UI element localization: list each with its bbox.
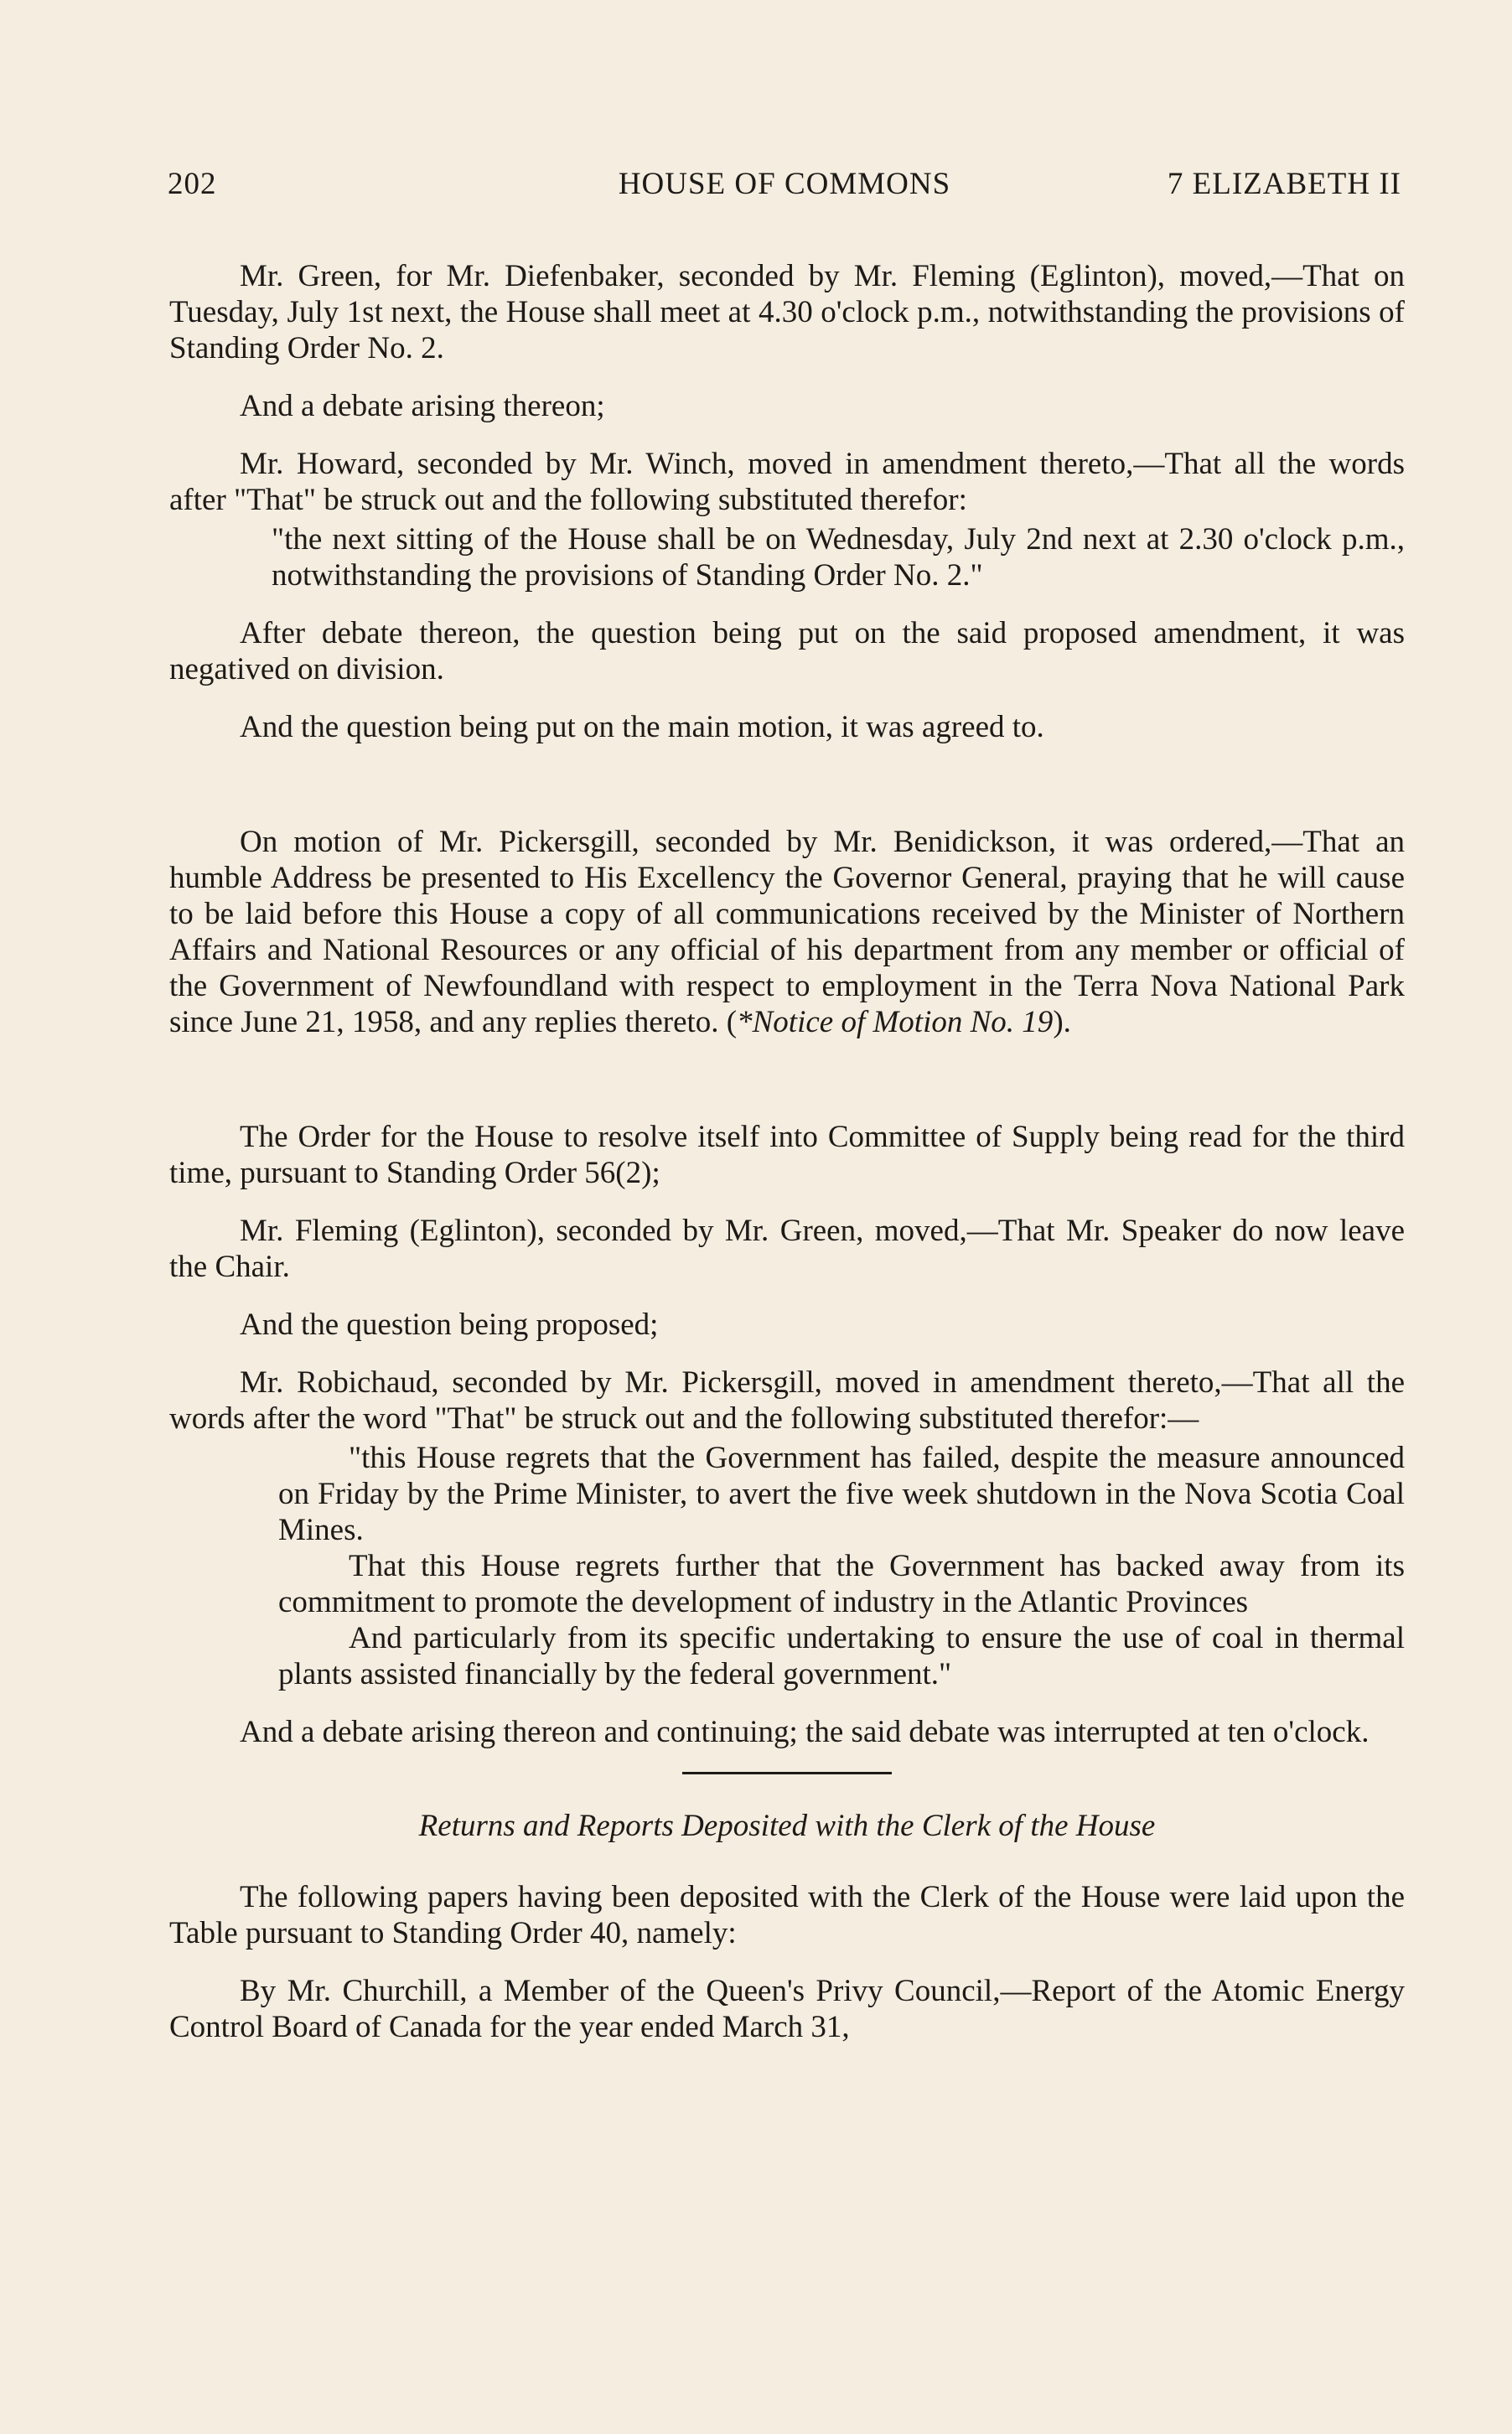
agreed-paragraph: And the question being put on the main motion, it was agreed to. bbox=[240, 710, 1044, 744]
robichaud-amendment-paragraph: Mr. Robichaud, seconded by Mr. Pickersgill, moved in amendment thereto,—That all the words after the word "That" be struck out and the following substituted therefor:— bbox=[169, 1365, 1405, 1436]
section-gap bbox=[169, 1062, 1405, 1119]
question-proposed-paragraph: And the question being proposed; bbox=[240, 1308, 659, 1342]
amendment-quote-part-3: And particularly from its specific undertaking to ensure the use of coal in thermal plants assisted financially by the federal government." bbox=[278, 1621, 1405, 1691]
section-gap bbox=[169, 767, 1405, 824]
journal-body bbox=[169, 258, 1405, 2067]
section-divider bbox=[682, 1772, 892, 1774]
papers-deposited-paragraph: The following papers having been deposited with the Clerk of the House were laid upon the Table pursuant to Standing Order 40, namely: bbox=[169, 1880, 1405, 1950]
address-paragraph bbox=[169, 824, 1405, 1040]
notice-of-motion-note: *Notice of Motion No. 19 bbox=[737, 1005, 1054, 1039]
negatived-paragraph: After debate thereon, the question being put on the said proposed amendment, it was negatived on division. bbox=[169, 616, 1405, 686]
debate-paragraph: And a debate arising thereon; bbox=[240, 389, 605, 423]
running-header bbox=[168, 166, 1401, 213]
regnal-year: 7 ELIZABETH II bbox=[1167, 167, 1401, 201]
page-title: HOUSE OF COMMONS bbox=[618, 167, 951, 201]
note-close: ). bbox=[1053, 1005, 1071, 1039]
address-text: On motion of Mr. Pickersgill, seconded by Mr. Benidickson, it was ordered,—That an humble Address be presented to His Excellency the Governor General, praying that he will cause to be laid before this House a copy of all communications received by the Minister of Northern Affairs and National Resources or any official of his department from any member or official of the Government of Newfoundland with respect to employment in the Terra Nova National Park since June 21, 1958, and any replies thereto. bbox=[169, 825, 1405, 1039]
section-heading: Returns and Reports Deposited with the Clerk of the House bbox=[418, 1809, 1156, 1843]
amendment-quote-part-1: "this House regrets that the Government has failed, despite the measure announced on Friday by the Prime Minister, to avert the five week shutdown in the Nova Scotia Coal Mines. bbox=[278, 1441, 1405, 1547]
amendment-quote: "the next sitting of the House shall be on Wednesday, July 2nd next at 2.30 o'clock p.m., notwithstanding the provisions of Standing Order No. 2." bbox=[272, 522, 1405, 593]
amendment-quote-part-2: That this House regrets further that the Government has backed away from its commitment to promote the development of industry in the Atlantic Provinces bbox=[278, 1549, 1405, 1619]
churchill-report-paragraph: By Mr. Churchill, a Member of the Queen's Privy Council,—Report of the Atomic Energy Control Board of Canada for the year ended March 31, bbox=[169, 1974, 1405, 2044]
supply-order-paragraph: The Order for the House to resolve itself into Committee of Supply being read for the third time, pursuant to Standing Order 56(2); bbox=[169, 1120, 1405, 1190]
amendment-paragraph: Mr. Howard, seconded by Mr. Winch, moved in amendment thereto,—That all the words after "That" be struck out and the following substituted therefor: bbox=[169, 447, 1405, 517]
page-number: 202 bbox=[168, 167, 217, 201]
interrupted-paragraph: And a debate arising thereon and continuing; the said debate was interrupted at ten o'clock. bbox=[240, 1715, 1370, 1749]
motion-paragraph: Mr. Green, for Mr. Diefenbaker, seconded by Mr. Fleming (Eglinton), moved,—That on Tuesday, July 1st next, the House shall meet at 4.30 o'clock p.m., notwithstanding the provisions of Standing Order No. 2. bbox=[169, 259, 1405, 365]
speaker-motion-paragraph: Mr. Fleming (Eglinton), seconded by Mr. Green, moved,—That Mr. Speaker do now leave the Chair. bbox=[169, 1214, 1405, 1284]
note-open: ( bbox=[726, 1005, 738, 1039]
